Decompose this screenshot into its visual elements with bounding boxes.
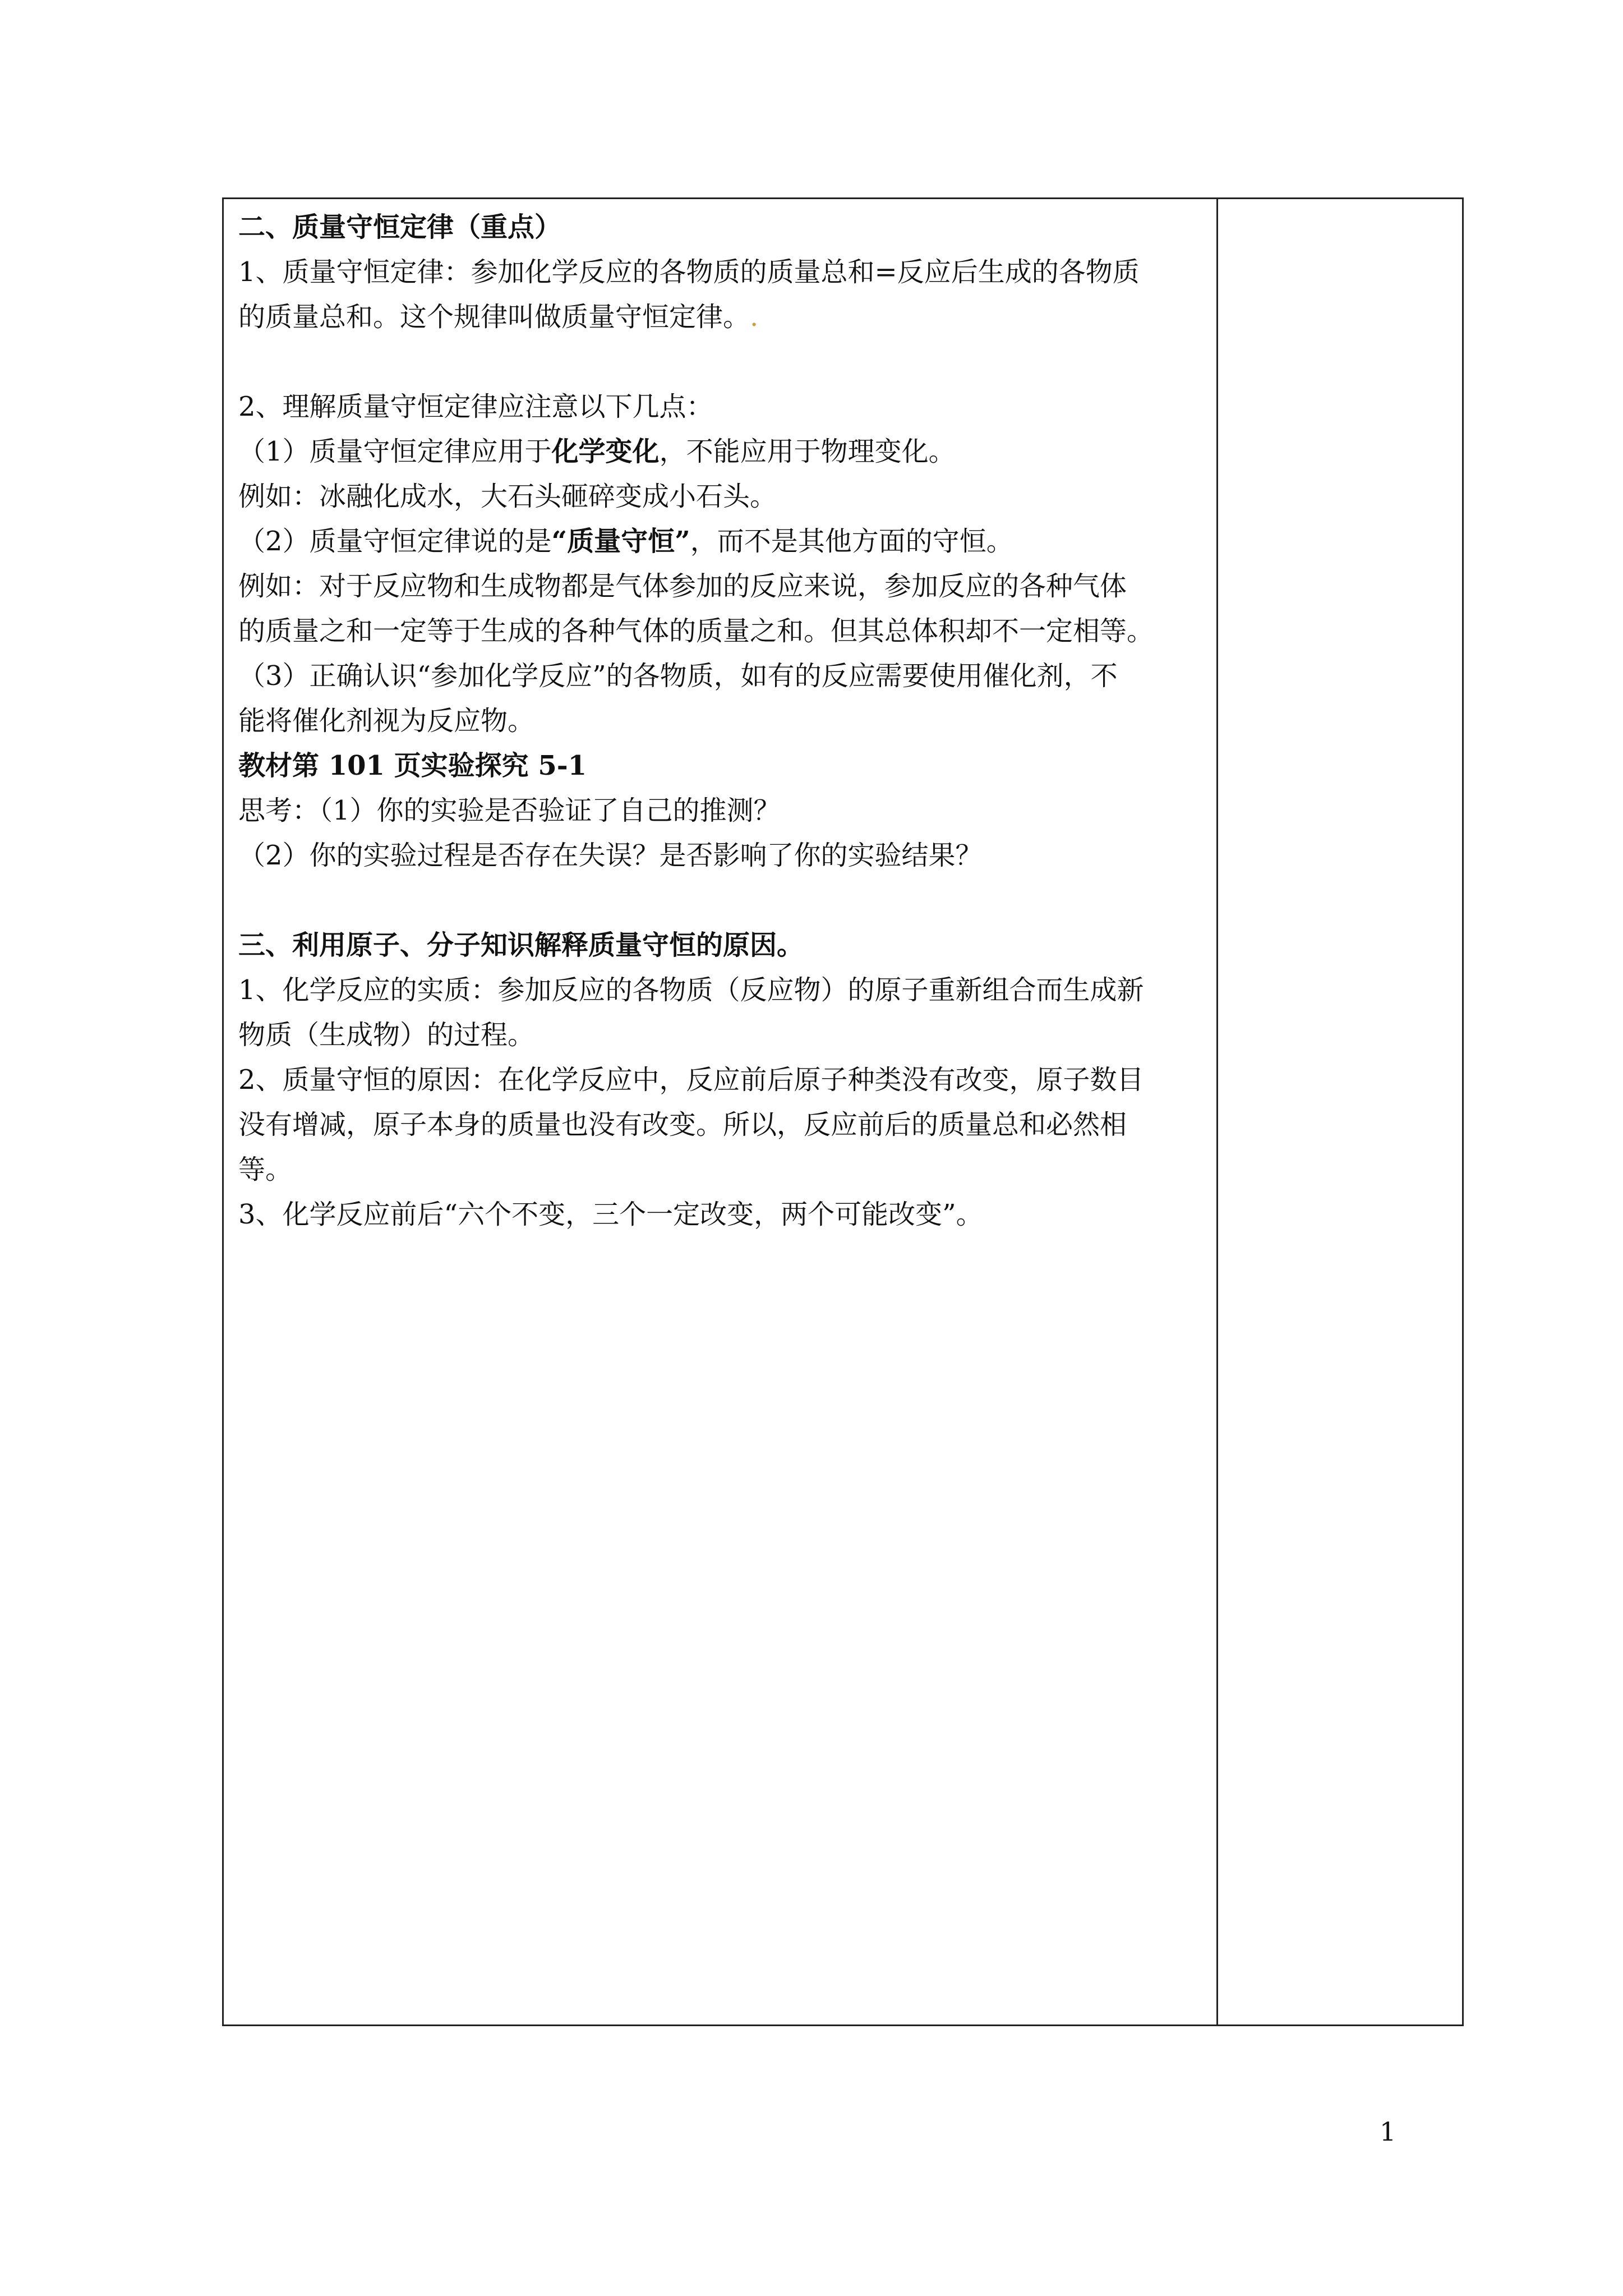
definition-text: 的质量总和。这个规律叫做质量守恒定律。 bbox=[238, 301, 750, 333]
point-1-emphasis: 化学变化 bbox=[551, 436, 660, 467]
item-2-line-2: 没有增减，原子本身的质量也没有改变。所以，反应前后的质量总和必然相 bbox=[238, 1109, 1127, 1140]
point-2-example-line-2: 的质量之和一定等于生成的各种气体的质量之和。但其总体积却不一定相等。 bbox=[238, 615, 1154, 647]
definition-line-1: 1、质量守恒定律：参加化学反应的各物质的质量总和=反应后生成的各物质 bbox=[238, 256, 1140, 288]
item-2-line-3: 等。 bbox=[238, 1154, 293, 1185]
item-2-line-1: 2、质量守恒的原因：在化学反应中，反应前后原子种类没有改变，原子数目 bbox=[238, 1064, 1144, 1096]
textbook-reference: 教材第 101 页实验探究 5-1 bbox=[238, 750, 587, 781]
point-1 bbox=[238, 429, 1203, 474]
section-2-heading: 二、质量守恒定律（重点） bbox=[238, 211, 562, 243]
content-table bbox=[222, 197, 1464, 2026]
point-1-prefix: （1）质量守恒定律应用于 bbox=[238, 436, 552, 467]
page-number: 1 bbox=[1380, 2116, 1396, 2147]
definition-line-2 bbox=[238, 295, 1203, 339]
point-2-prefix: （2）质量守恒定律说的是 bbox=[238, 526, 552, 557]
item-1-line-2: 物质（生成物）的过程。 bbox=[238, 1019, 535, 1051]
think-question-2: （2）你的实验过程是否存在失误？是否影响了你的实验结果？ bbox=[238, 840, 983, 871]
blank-line bbox=[238, 339, 1203, 384]
think-question-1: 思考：（1）你的实验是否验证了自己的推测？ bbox=[238, 795, 781, 826]
notes-intro: 2、理解质量守恒定律应注意以下几点： bbox=[238, 391, 713, 422]
point-2-suffix: ，而不是其他方面的守恒。 bbox=[690, 526, 1013, 557]
point-3-line-2: 能将催化剂视为反应物。 bbox=[238, 705, 535, 737]
section-3-heading: 三、利用原子、分子知识解释质量守恒的原因。 bbox=[238, 930, 804, 961]
blank-line bbox=[238, 878, 1203, 923]
item-3: 3、化学反应前后“六个不变，三个一定改变，两个可能改变”。 bbox=[238, 1199, 983, 1230]
trailing-mark: . bbox=[750, 301, 759, 333]
column-divider bbox=[1216, 199, 1218, 2024]
point-1-suffix: ，不能应用于物理变化。 bbox=[659, 436, 956, 467]
main-content-cell bbox=[238, 205, 1203, 1237]
point-2 bbox=[238, 519, 1203, 564]
point-2-example-line-1: 例如：对于反应物和生成物都是气体参加的反应来说，参加反应的各种气体 bbox=[238, 570, 1127, 602]
point-3-line-1: （3）正确认识“参加化学反应”的各物质，如有的反应需要使用催化剂，不 bbox=[238, 660, 1118, 692]
point-1-example: 例如：冰融化成水，大石头砸碎变成小石头。 bbox=[238, 481, 777, 512]
point-2-emphasis: “质量守恒” bbox=[551, 526, 690, 557]
item-1-line-1: 1、化学反应的实质：参加反应的各物质（反应物）的原子重新组合而生成新 bbox=[238, 974, 1144, 1006]
